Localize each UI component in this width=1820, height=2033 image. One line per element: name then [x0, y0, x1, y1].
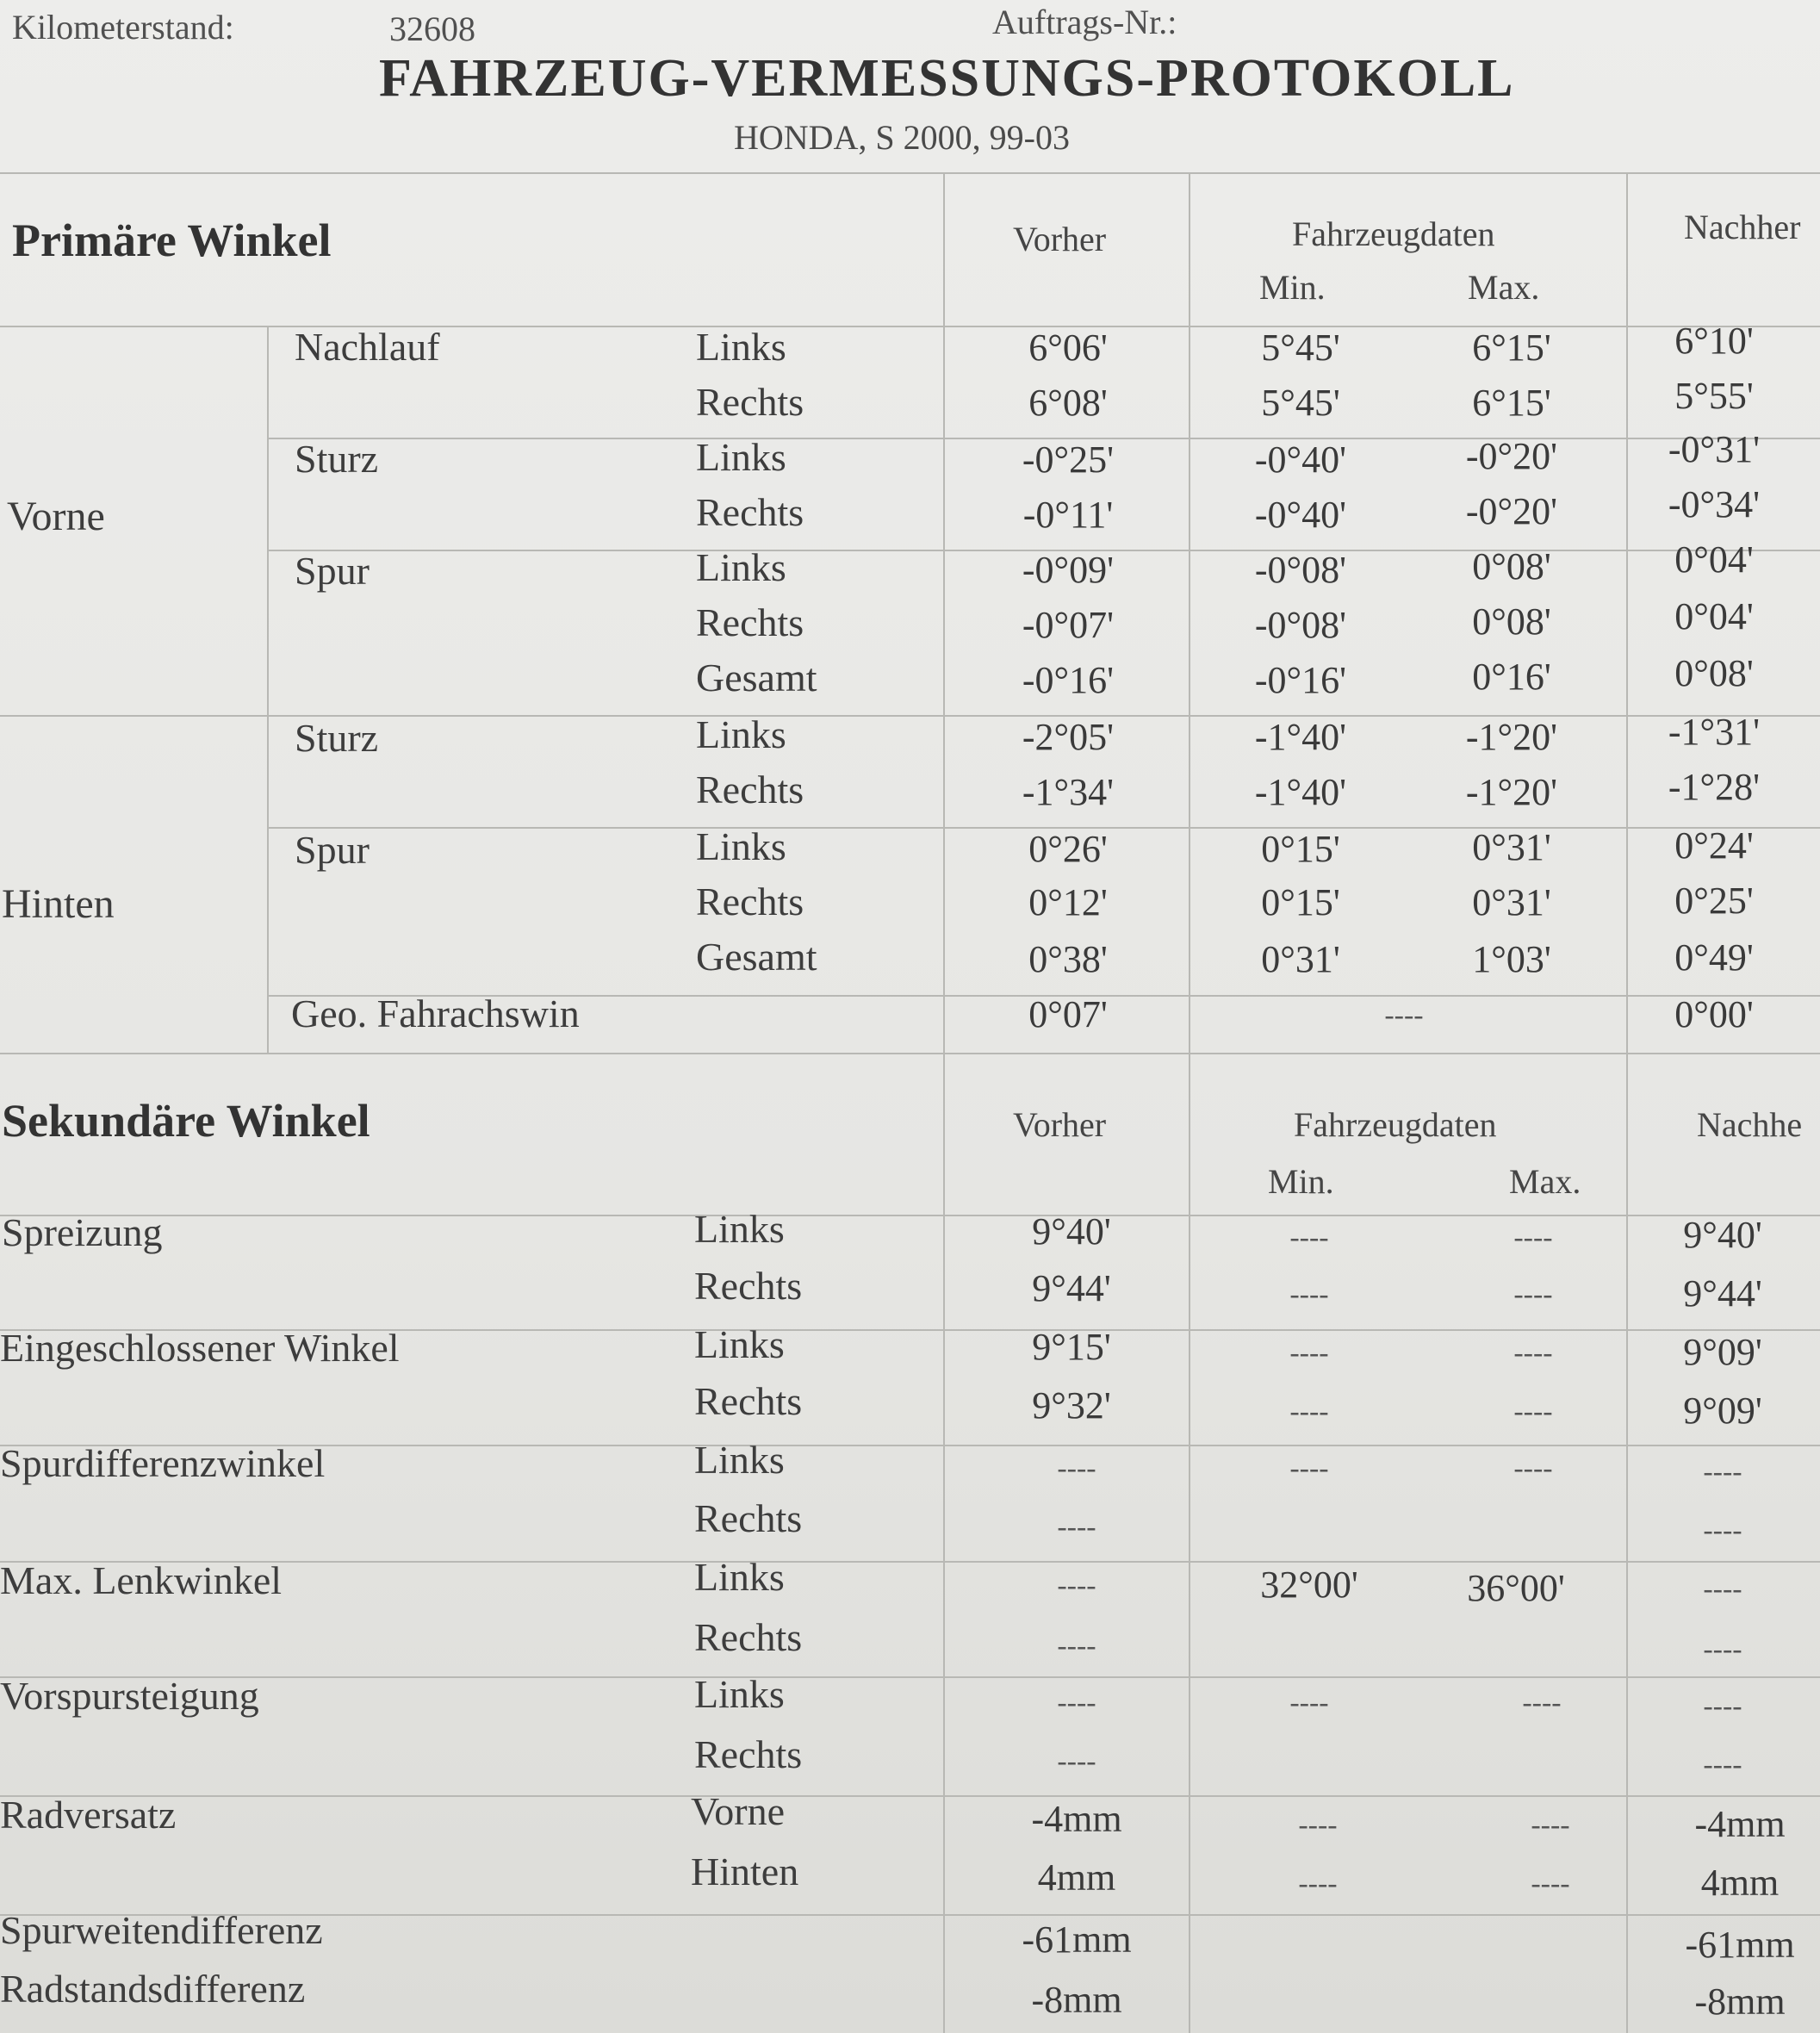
km-value: 32608: [389, 9, 475, 48]
nachher-value: ----: [1703, 1633, 1742, 1665]
col-fahrzeugdaten: Fahrzeugdaten: [1294, 1105, 1497, 1144]
nachher-value: ----: [1703, 1749, 1742, 1781]
measure-label: Eingeschlossener Winkel: [0, 1326, 400, 1370]
side-label: Gesamt: [696, 935, 817, 979]
max-value: 0°16': [1472, 656, 1551, 698]
min-value: -0°16': [1254, 659, 1347, 701]
rule: [0, 172, 1820, 174]
max-value: ----: [1513, 1222, 1553, 1253]
vorher-value: -0°09': [1022, 549, 1115, 591]
max-value: 6°15': [1472, 382, 1551, 424]
side-label: Rechts: [696, 490, 804, 534]
vorher-value: -2°05': [1022, 716, 1115, 758]
max-value: 36°00': [1467, 1567, 1565, 1609]
vorher-value: 9°44': [1032, 1267, 1111, 1309]
nachher-value: -1°31': [1668, 711, 1761, 753]
nachher-value: 0°04': [1674, 595, 1754, 637]
nachher-value: 0°25': [1674, 880, 1754, 922]
max-value: ----: [1513, 1396, 1553, 1427]
side-label: Links: [694, 1322, 785, 1366]
nachher-value: 9°09': [1683, 1390, 1762, 1432]
km-label: Kilometerstand:: [12, 8, 234, 47]
max-value: ----: [1513, 1452, 1553, 1484]
min-value: 0°15': [1261, 828, 1340, 870]
vorher-value: 6°06': [1028, 326, 1108, 369]
side-label: Gesamt: [696, 656, 817, 699]
group-hinten: Hinten: [2, 881, 115, 927]
geo-label: Geo. Fahrachswin: [291, 992, 580, 1035]
min-value: ----: [1298, 1809, 1338, 1841]
range-placeholder: ----: [1384, 999, 1424, 1031]
vorher-value: -0°07': [1022, 604, 1115, 646]
measure-label: Sturz: [295, 437, 379, 481]
measure-label: Vorspursteigung: [0, 1674, 259, 1718]
max-value: -0°20': [1465, 435, 1558, 477]
order-number-label: Auftrags-Nr.:: [992, 3, 1177, 41]
measure-label: Spur: [295, 828, 370, 872]
max-value: 0°08': [1472, 545, 1551, 588]
measure-label: Radstandsdifferenz: [0, 1967, 306, 2011]
col-nachher: Nachhe: [1697, 1105, 1803, 1144]
measure-label: Sturz: [295, 716, 379, 760]
vorher-value: 4mm: [1037, 1856, 1116, 1899]
nachher-value: -0°34': [1668, 483, 1761, 525]
vorher-value: -4mm: [1031, 1798, 1122, 1840]
max-value: -1°20': [1465, 771, 1558, 813]
min-value: ----: [1289, 1687, 1329, 1719]
side-label: Links: [696, 545, 786, 589]
vorher-value: 0°12': [1028, 881, 1108, 923]
min-value: 5°45': [1261, 326, 1340, 369]
min-value: ----: [1289, 1452, 1329, 1484]
rule: [0, 1215, 1820, 1216]
side-label: Links: [696, 435, 786, 479]
nachher-value: 9°40': [1683, 1214, 1762, 1256]
side-label: Links: [696, 325, 786, 369]
group-vorne: Vorne: [7, 494, 105, 539]
col-vorher: Vorher: [1013, 1105, 1107, 1144]
nachher-value: 0°24': [1674, 824, 1754, 867]
nachher-value: 4mm: [1700, 1862, 1780, 1904]
max-value: 6°15': [1472, 326, 1551, 369]
nachher-value: -61mm: [1685, 1924, 1795, 1966]
col-vorher: Vorher: [1013, 220, 1107, 258]
col-min: Min.: [1259, 268, 1326, 307]
max-value: 0°08': [1472, 600, 1551, 643]
measure-label: Spurdifferenzwinkel: [0, 1441, 326, 1485]
nachher-value: -1°28': [1668, 766, 1761, 808]
side-label: Rechts: [696, 380, 804, 424]
measure-label: Nachlauf: [295, 325, 440, 369]
min-value: -0°40': [1254, 494, 1347, 536]
vorher-value: 0°07': [1028, 993, 1108, 1035]
nachher-value: ----: [1703, 1690, 1742, 1722]
nachher-value: 0°00': [1674, 993, 1754, 1035]
side-label: Rechts: [696, 768, 804, 811]
side-label: Vorne: [691, 1789, 786, 1833]
nachher-value: ----: [1703, 1573, 1742, 1605]
min-value: ----: [1289, 1396, 1329, 1427]
max-value: ----: [1531, 1868, 1570, 1899]
measure-label: Max. Lenkwinkel: [0, 1558, 283, 1602]
vorher-value: 6°08': [1028, 382, 1108, 424]
max-value: -1°20': [1465, 716, 1558, 758]
min-value: ----: [1289, 1278, 1329, 1310]
nachher-value: 9°09': [1683, 1331, 1762, 1373]
side-label: Links: [694, 1438, 785, 1482]
nachher-value: ----: [1703, 1456, 1742, 1488]
rule: [0, 1053, 1820, 1054]
vorher-value: -1°34': [1022, 771, 1115, 813]
vorher-value: -0°25': [1022, 438, 1115, 481]
nachher-value: 6°10': [1674, 320, 1754, 362]
col-max: Max.: [1468, 268, 1540, 307]
col-min: Min.: [1268, 1162, 1334, 1201]
side-label: Rechts: [696, 600, 804, 644]
nachher-value: 9°44': [1683, 1272, 1762, 1315]
side-label: Rechts: [694, 1379, 803, 1423]
nachher-value: 0°49': [1674, 936, 1754, 979]
side-label: Links: [696, 712, 786, 756]
col-fahrzeugdaten: Fahrzeugdaten: [1292, 214, 1495, 253]
nachher-value: 0°08': [1674, 652, 1754, 694]
vorher-value: ----: [1057, 1630, 1096, 1662]
side-label: Hinten: [691, 1850, 799, 1893]
vorher-value: ----: [1057, 1570, 1096, 1601]
vorher-value: ----: [1057, 1687, 1096, 1719]
nachher-value: 5°55': [1674, 375, 1754, 417]
rule: [1189, 172, 1190, 2033]
measure-label: Radversatz: [0, 1793, 177, 1837]
vorher-value: -61mm: [1022, 1918, 1132, 1961]
min-value: 0°15': [1261, 881, 1340, 923]
rule: [943, 172, 945, 2033]
min-value: -1°40': [1254, 716, 1347, 758]
side-label: Links: [694, 1672, 785, 1716]
vorher-value: ----: [1057, 1745, 1096, 1777]
side-label: Rechts: [694, 1496, 803, 1540]
side-label: Rechts: [694, 1732, 803, 1776]
min-value: 0°31': [1261, 938, 1340, 980]
max-value: ----: [1531, 1809, 1570, 1841]
nachher-value: 0°04': [1674, 538, 1754, 581]
side-label: Links: [696, 824, 786, 868]
vorher-value: ----: [1057, 1511, 1096, 1543]
side-label: Links: [694, 1207, 785, 1251]
vorher-value: -0°16': [1022, 659, 1115, 701]
min-value: -0°08': [1254, 549, 1347, 591]
nachher-value: -4mm: [1694, 1803, 1786, 1845]
vorher-value: 9°32': [1032, 1384, 1111, 1427]
max-value: ----: [1513, 1278, 1553, 1310]
max-value: ----: [1522, 1687, 1562, 1719]
min-value: -1°40': [1254, 771, 1347, 813]
max-value: 1°03': [1472, 938, 1551, 980]
primary-section-title: Primäre Winkel: [12, 214, 332, 266]
side-label: Rechts: [694, 1264, 803, 1308]
side-label: Rechts: [696, 880, 804, 923]
col-max: Max.: [1509, 1162, 1581, 1201]
max-value: 0°31': [1472, 826, 1551, 868]
side-label: Rechts: [694, 1615, 803, 1659]
vorher-value: 9°40': [1032, 1210, 1111, 1253]
measure-label: Spreizung: [2, 1210, 163, 1254]
min-value: ----: [1289, 1337, 1329, 1369]
secondary-section-title: Sekundäre Winkel: [2, 1095, 370, 1147]
nachher-value: ----: [1703, 1514, 1742, 1546]
min-value: -0°08': [1254, 604, 1347, 646]
vorher-value: -0°11': [1022, 494, 1114, 536]
col-nachher: Nachher: [1684, 208, 1801, 246]
max-value: 0°31': [1472, 881, 1551, 923]
nachher-value: -0°31': [1668, 428, 1761, 470]
min-value: -0°40': [1254, 438, 1347, 481]
nachher-value: -8mm: [1694, 1980, 1786, 2023]
min-value: ----: [1289, 1222, 1329, 1253]
side-label: Links: [694, 1555, 785, 1599]
measure-label: Spurweitendifferenz: [0, 1908, 323, 1952]
measure-label: Spur: [295, 549, 370, 593]
max-value: -0°20': [1465, 490, 1558, 532]
rule: [0, 1676, 1820, 1678]
vorher-value: 0°26': [1028, 828, 1108, 870]
vorher-value: -8mm: [1031, 1979, 1122, 2021]
min-value: 32°00': [1260, 1564, 1358, 1606]
vorher-value: 9°15': [1032, 1326, 1111, 1368]
document-title: FAHRZEUG-VERMESSUNGS-PROTOKOLL: [379, 49, 1515, 108]
vehicle-subtitle: HONDA, S 2000, 99-03: [734, 118, 1070, 157]
vorher-value: ----: [1057, 1452, 1096, 1484]
vorher-value: 0°38': [1028, 938, 1108, 980]
rule: [267, 326, 269, 1054]
rule: [0, 1795, 1820, 1797]
max-value: ----: [1513, 1337, 1553, 1369]
min-value: ----: [1298, 1868, 1338, 1899]
min-value: 5°45': [1261, 382, 1340, 424]
